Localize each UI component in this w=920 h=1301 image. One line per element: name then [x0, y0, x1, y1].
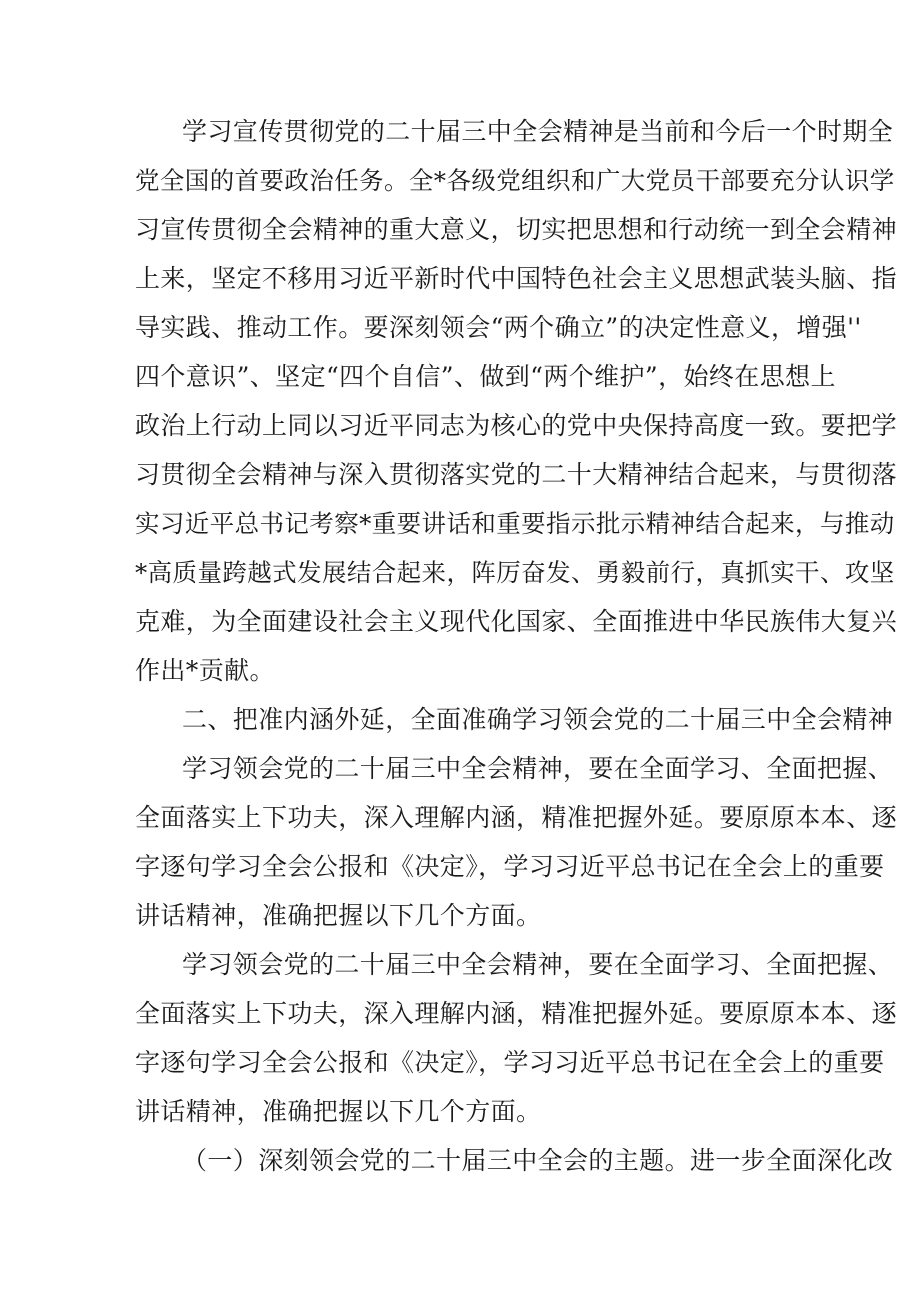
paragraph-1-line-11: 克难，为全面建设社会主义现代化国家、全面推进中华民族伟大复兴 — [135, 607, 898, 636]
paragraph-3-line-2: 全面落实上下功夫，深入理解内涵，精准把握外延。要原原本本、逐 — [135, 999, 898, 1028]
paragraph-2-line-4: 讲话精神，准确把握以下几个方面。 — [135, 901, 542, 930]
paragraph-1-line-10: *高质量跨越式发展结合起来，阵厉奋发、勇毅前行，真抓实干、攻坚 — [135, 558, 895, 587]
paragraph-3-line-4: 讲话精神，准确把握以下几个方面。 — [135, 1097, 542, 1126]
paragraph-2-line-1: 学习领会党的二十届三中全会精神，要在全面学习、全面把握、 — [182, 754, 894, 783]
paragraph-2-line-3: 字逐句学习全会公报和《决定》，学习习近平总书记在全会上的重要 — [135, 852, 885, 881]
paragraph-1-line-12: 作出*贡献。 — [135, 656, 275, 685]
paragraph-3-line-1: 学习领会党的二十届三中全会精神，要在全面学习、全面把握、 — [182, 950, 894, 979]
paragraph-1-line-9: 实习近平总书记考察*重要讲话和重要指示批示精神结合起来，与推动 — [135, 509, 895, 538]
section-heading-2: 二、把准内涵外延，全面准确学习领会党的二十届三中全会精神 — [182, 705, 894, 734]
paragraph-1-line-8: 习贯彻全会精神与深入贯彻落实党的二十大精神结合起来，与贯彻落 — [135, 460, 898, 489]
paragraph-1-line-4: 上来，坚定不移用习近平新时代中国特色社会主义思想武装头脑、指 — [135, 264, 898, 293]
paragraph-1-line-2: 党全国的首要政治任务。全*各级党组织和广大党员干部要充分认识学 — [135, 166, 895, 195]
subheading-1: （一）深刻领会党的二十届三中全会的主题。进一步全面深化改 — [182, 1146, 894, 1175]
paragraph-3-line-3: 字逐句学习全会公报和《决定》，学习习近平总书记在全会上的重要 — [135, 1048, 885, 1077]
paragraph-1-line-5: 导实践、推动工作。要深刻领会“两个确立”的决定性意义，增强'' — [135, 313, 862, 342]
paragraph-1-line-7: 政治上行动上同以习近平同志为核心的党中央保持高度一致。要把学 — [135, 411, 898, 440]
paragraph-1-line-3: 习宣传贯彻全会精神的重大意义，切实把思想和行动统一到全会精神 — [135, 215, 898, 244]
paragraph-1-line-1: 学习宣传贯彻党的二十届三中全会精神是当前和今后一个时期全 — [182, 117, 894, 146]
paragraph-1-line-6: 四个意识”、坚定“四个自信”、做到“两个维护”，始终在思想上 — [135, 362, 836, 391]
paragraph-2-line-2: 全面落实上下功夫，深入理解内涵，精准把握外延。要原原本本、逐 — [135, 803, 898, 832]
